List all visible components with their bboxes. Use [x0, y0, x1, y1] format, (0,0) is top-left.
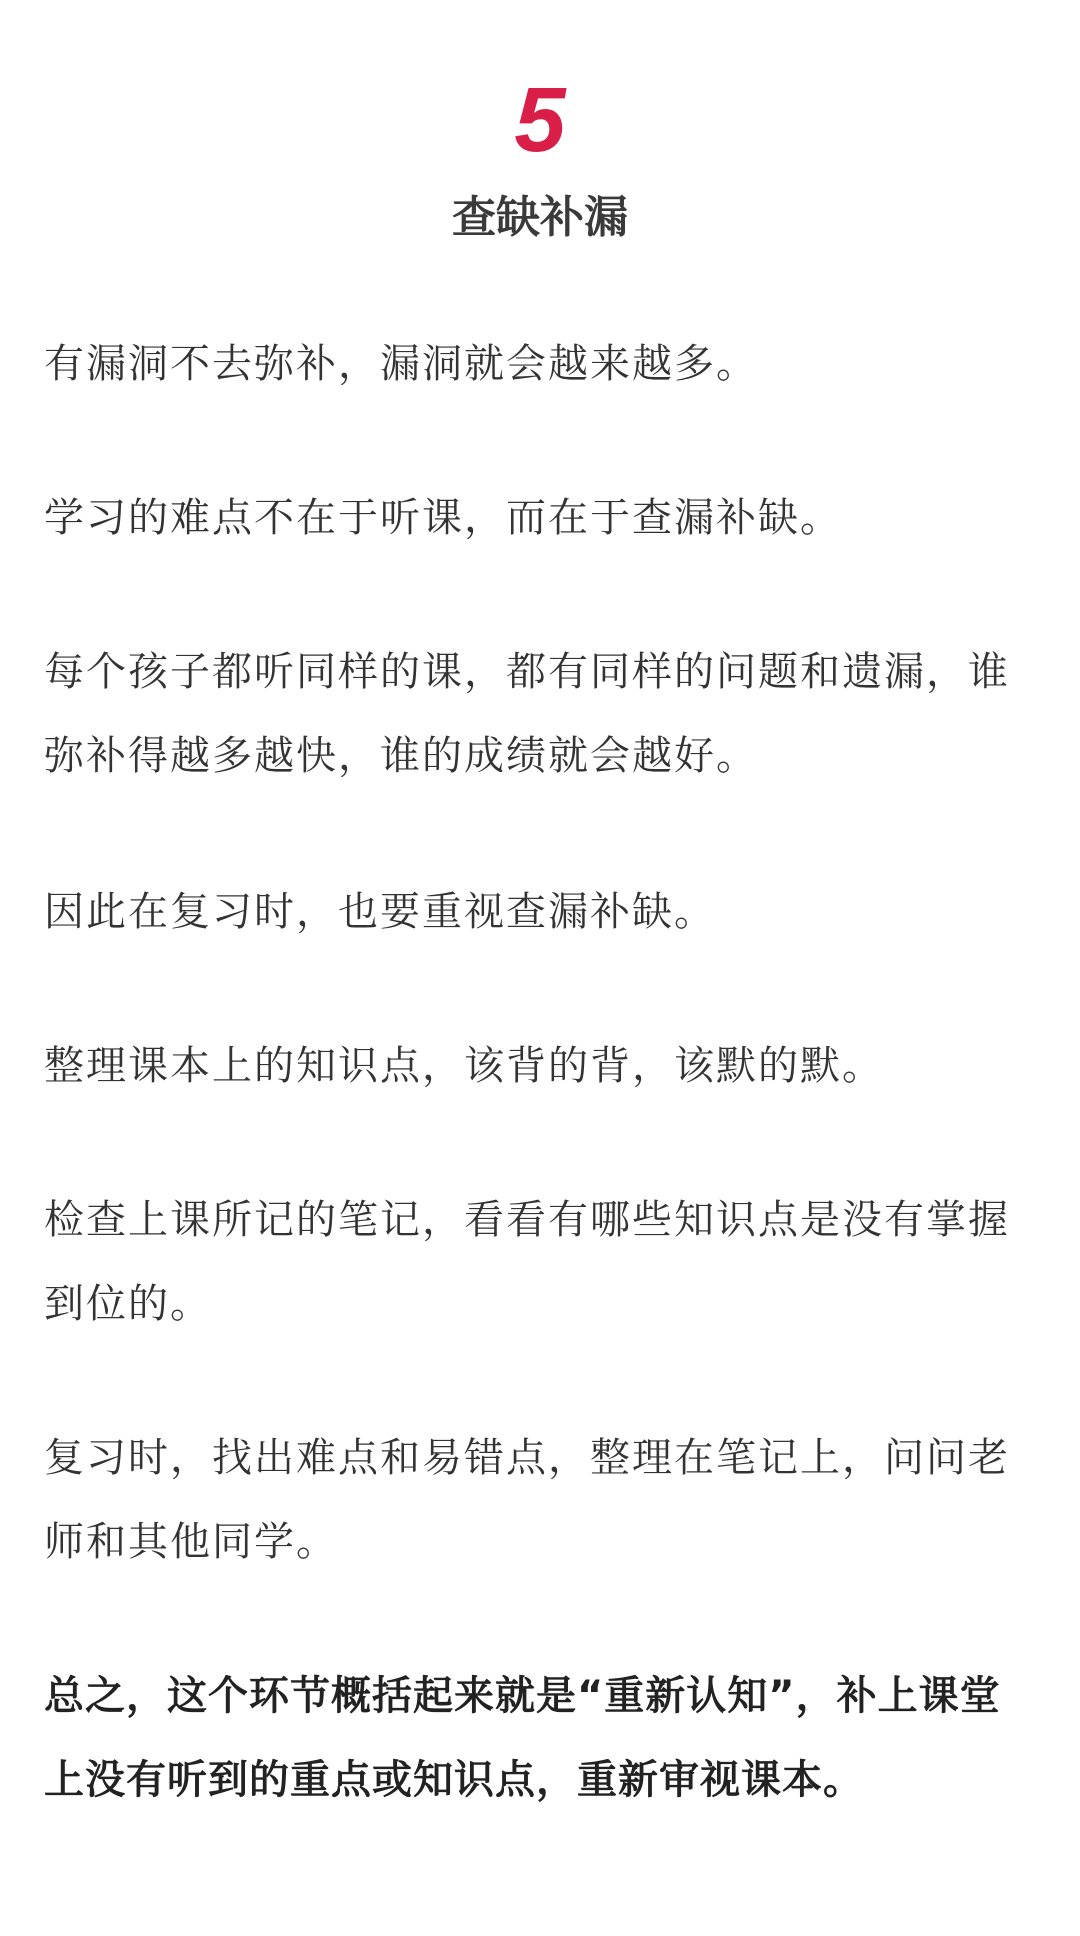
- section-title: 查缺补漏: [452, 192, 628, 243]
- paragraph-1: 有漏洞不去弥补，漏洞就会越来越多。: [44, 341, 758, 387]
- paragraph-7: 复习时，找出难点和易错点，整理在笔记上，问问老师和其他同学。: [44, 1435, 1010, 1565]
- paragraph-6: 检查上课所记的笔记，看看有哪些知识点是没有掌握到位的。: [44, 1197, 1010, 1327]
- summary-paragraph: 总之，这个环节概括起来就是“重新认知”，补上课堂上没有听到的重点或知识点，重新审视课本。: [44, 1673, 1001, 1803]
- section-number: 5: [514, 69, 566, 171]
- paragraph-4: 因此在复习时，也要重视查漏补缺。: [44, 889, 716, 935]
- paragraph-2: 学习的难点不在于听课，而在于查漏补缺。: [44, 495, 842, 541]
- paragraph-5: 整理课本上的知识点，该背的背，该默的默。: [44, 1043, 884, 1089]
- paragraph-3: 每个孩子都听同样的课，都有同样的问题和遗漏，谁弥补得越多越快，谁的成绩就会越好。: [44, 649, 1010, 779]
